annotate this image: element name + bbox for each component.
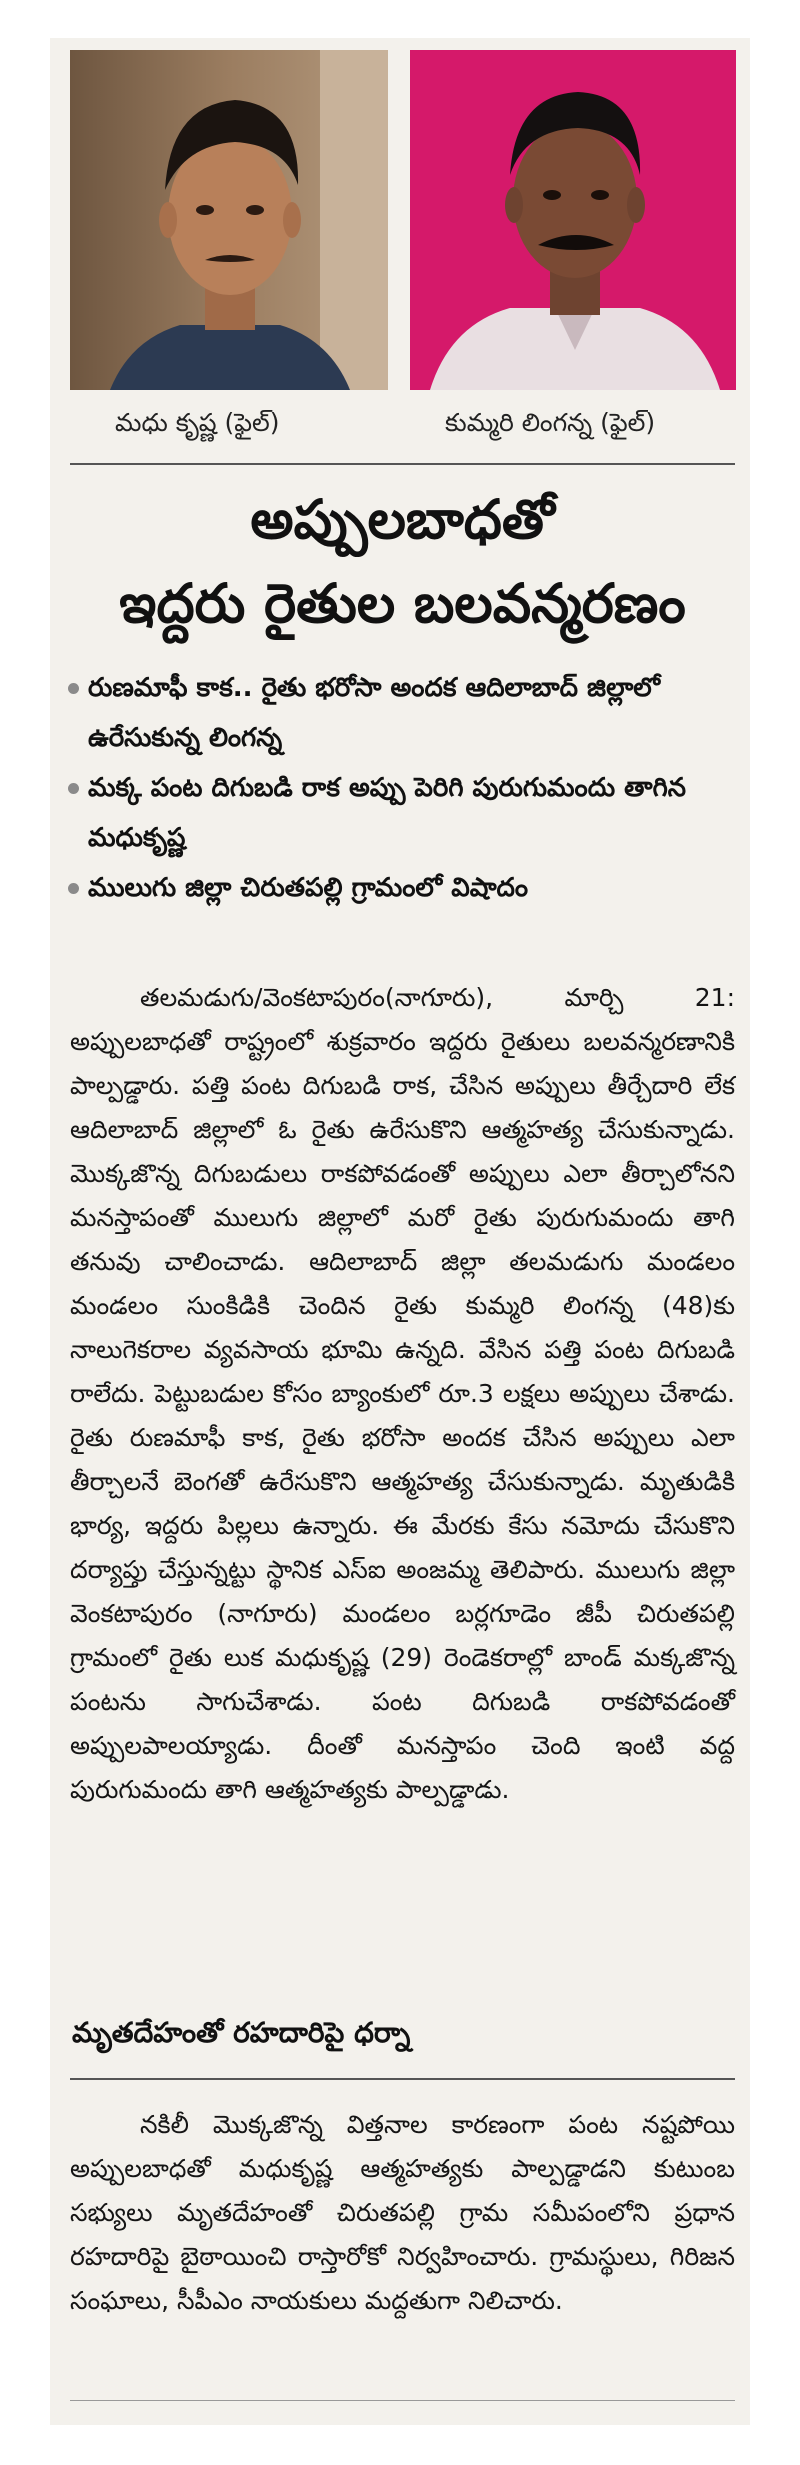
photo-madhu-krishna xyxy=(70,50,388,390)
headline-line-2: ఇద్దరు రైతుల బలవన్మరణం xyxy=(119,572,686,635)
bullet-item xyxy=(62,763,742,863)
bottom-divider xyxy=(70,2400,735,2401)
newspaper-clipping xyxy=(50,38,750,2425)
bullet-item xyxy=(62,863,742,913)
headline xyxy=(70,478,735,646)
bullet-text: ములుగు జిల్లా చిరుతపల్లి గ్రామంలో విషాదం xyxy=(88,873,529,903)
divider xyxy=(70,463,735,465)
article-body xyxy=(70,976,735,1812)
photo-kummari-linganna xyxy=(410,50,736,390)
bullet-text: రుణమాఫీ కాక.. రైతు భరోసా అందక ఆదిలాబాద్ జిల్లాలో ఉరేసుకున్న లింగన్న xyxy=(88,673,661,753)
subheading-divider xyxy=(70,2078,735,2080)
highlight-bullets xyxy=(62,663,742,913)
bullet-text: మక్క పంట దిగుబడి రాక అప్పు పెరిగి పురుగుమందు తాగిన మధుకృష్ణ xyxy=(88,773,686,853)
photo-caption-left: మధు కృష్ణ (ఫైల్) xyxy=(115,408,280,437)
headline-line-1: అప్పులబాధతో xyxy=(250,488,555,551)
bullet-item xyxy=(62,663,742,763)
article-subheading: మృతదేహంతో రహదారిపై ధర్నా xyxy=(72,2016,411,2049)
bullet-dot-icon xyxy=(68,683,79,694)
portrait-young-man-image xyxy=(70,50,388,390)
article-body-2 xyxy=(70,2103,735,2323)
portrait-man-mustache-image xyxy=(410,50,736,390)
bullet-dot-icon xyxy=(68,883,79,894)
article-paragraph-2: నకిలీ మొక్కజొన్న విత్తనాల కారణంగా పంట నష్టపోయి అప్పులబాధతో మధుకృష్ణ ఆత్మహత్యకు పాల్పడ్డాడని కుటుంబ సభ్యులు మృతదేహంతో చిరుతపల్లి గ్రామ సమీపంలోని ప్రధాన రహదారిపై బైఠాయించి రాస్తారోకో నిర్వహించారు. గ్రామస్థులు, గిరిజన సంఘాలు, సీపీఎం నాయకులు మద్దతుగా నిలిచారు. xyxy=(70,2110,735,2315)
bullet-dot-icon xyxy=(68,783,79,794)
article-paragraph-1: తలమడుగు/వెంకటాపురం(నాగూరు), మార్చి 21: అప్పులబాధతో రాష్ట్రంలో శుక్రవారం ఇద్దరు రైతులు బలవన్మరణానికి పాల్పడ్డారు. పత్తి పంట దిగుబడి రాక, చేసిన అప్పులు తీర్చేదారి లేక ఆదిలాబాద్ జిల్లాలో ఓ రైతు ఉరేసుకొని ఆత్మహత్య చేసుకున్నాడు. మొక్కజొన్న దిగుబడులు రాకపోవడంతో అప్పులు ఎలా తీర్చాలోనని మనస్తాపంతో ములుగు జిల్లాలో మరో రైతు పురుగుమందు తాగి తనువు చాలించాడు. ఆదిలాబాద్ జిల్లా తలమడుగు మండలం మండలం సుంకిడికి చెందిన రైతు కుమ్మరి లింగన్న (48)కు నాలుగెకరాల వ్యవసాయ భూమి ఉన్నది. వేసిన పత్తి పంట దిగుబడి రాలేదు. పెట్టుబడుల కోసం బ్యాంకులో రూ.3 లక్షలు అప్పులు చేశాడు. రైతు రుణమాఫీ కాక, రైతు భరోసా అందక చేసిన అప్పులు ఎలా తీర్చాలనే బెంగతో ఉరేసుకొని ఆత్మహత్య చేసుకున్నాడు. మృతుడికి భార్య, ఇద్దరు పిల్లలు ఉన్నారు. ఈ మేరకు కేసు నమోదు చేసుకొని దర్యాప్తు చేస్తున్నట్టు స్థానిక ఎస్ఐ అంజమ్మ తెలిపారు. ములుగు జిల్లా వెంకటాపురం (నాగూరు) మండలం బర్లగూడెం జీపీ చిరుతపల్లి గ్రామంలో రైతు లుక మధుకృష్ణ (29) రెండెకరాల్లో బాండ్ మక్కజొన్న పంటను సాగుచేశాడు. పంట దిగుబడి రాకపోవడంతో అప్పులపాలయ్యాడు. దీంతో మనస్తాపం చెంది ఇంటి వద్ద పురుగుమందు తాగి ఆత్మహత్యకు పాల్పడ్డాడు. xyxy=(70,983,735,1804)
photo-caption-right: కుమ్మరి లింగన్న (ఫైల్) xyxy=(445,408,656,437)
